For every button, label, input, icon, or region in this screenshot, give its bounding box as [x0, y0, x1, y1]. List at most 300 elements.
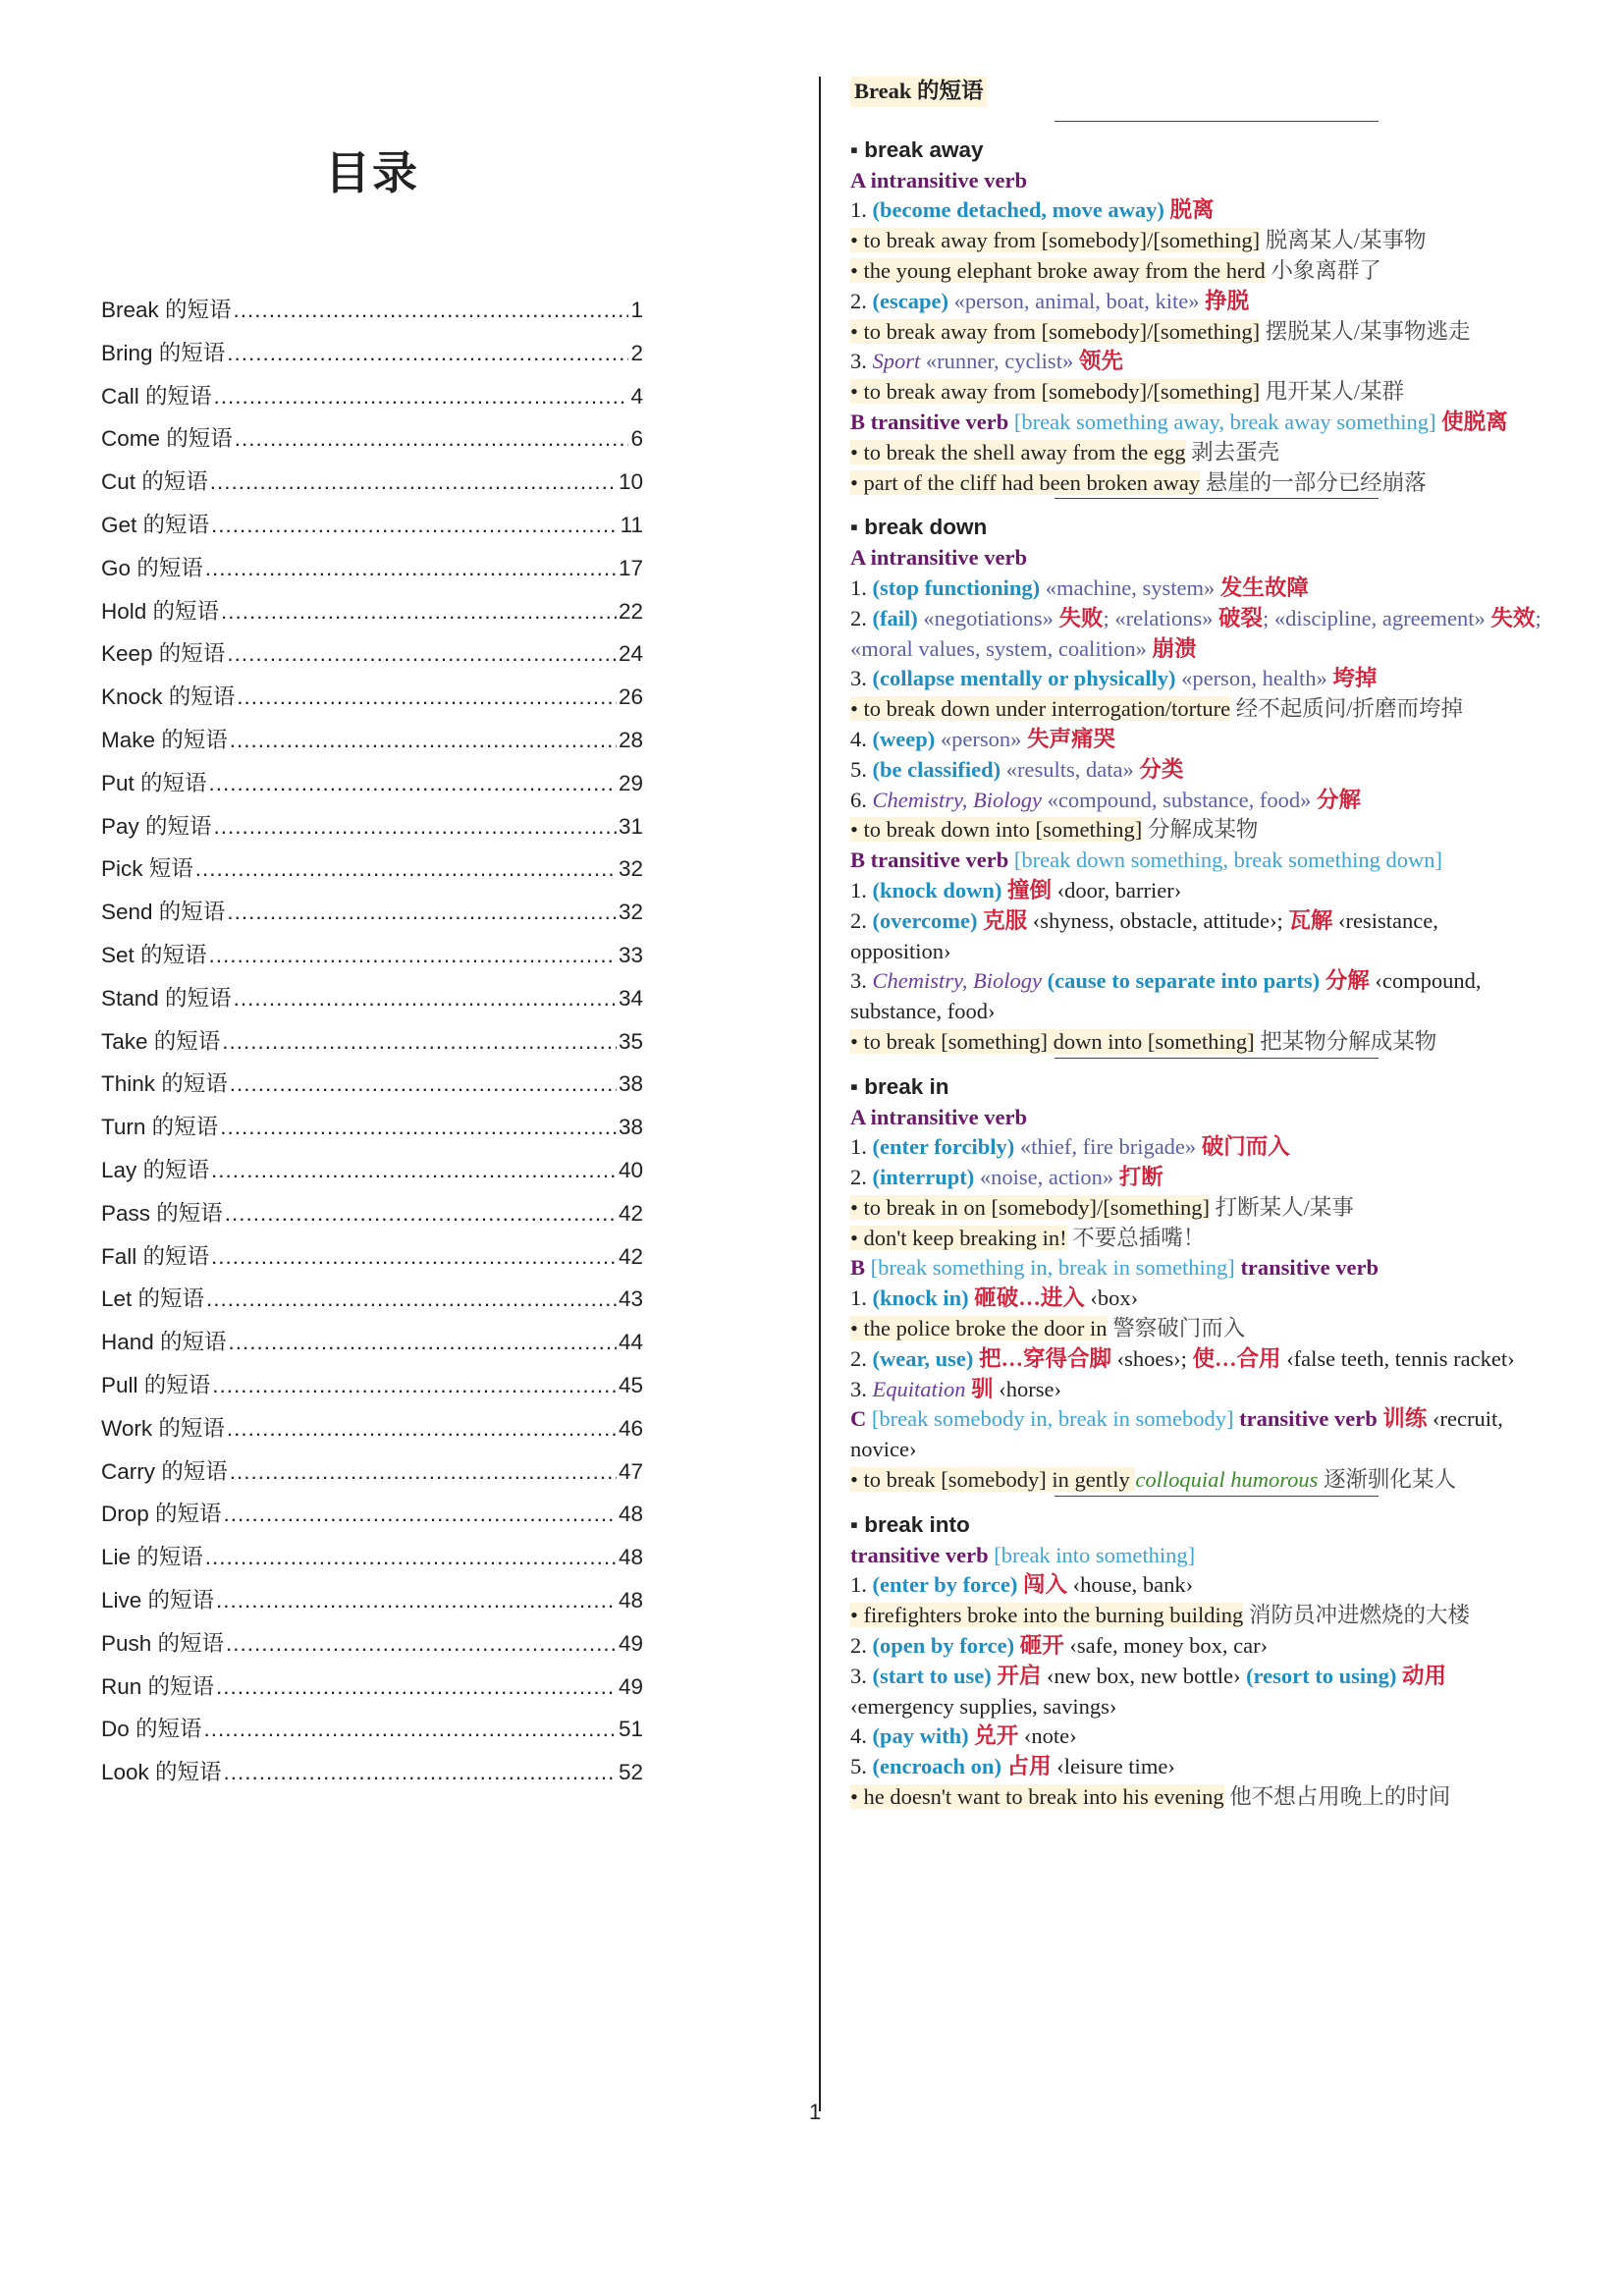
toc-item-label: Make 的短语: [101, 727, 228, 752]
translation: 分解: [1311, 787, 1361, 812]
section-rule: [1055, 498, 1379, 499]
toc-item[interactable]: [101, 766, 643, 809]
domain-label: Equitation: [872, 1376, 966, 1401]
page-number: 1: [809, 2100, 822, 2124]
toc-item-label: Let 的短语: [101, 1286, 205, 1312]
entries: [850, 121, 1542, 1813]
gloss: (knock down): [872, 877, 1002, 902]
example: • the young elephant broke away from the herd: [850, 257, 1266, 283]
toc-leader-dots: [205, 1545, 617, 1570]
toc-item[interactable]: [101, 293, 643, 336]
entry-line: [850, 1465, 1542, 1496]
toc-item-page: 42: [618, 1243, 643, 1269]
toc-item-label: Fall 的短语: [101, 1243, 210, 1269]
translation: 垮掉: [1326, 666, 1378, 691]
translation: 兑开: [968, 1723, 1019, 1749]
phrase-section: [850, 136, 1542, 499]
toc-leader-dots: [227, 341, 628, 366]
entry-line: [850, 815, 1542, 846]
toc-item-page: 51: [618, 1717, 643, 1742]
collocates: ‹leisure time›: [1051, 1754, 1175, 1779]
toc-item-page: 4: [630, 383, 643, 409]
example-translation: 经不起质问/折磨而垮掉: [1230, 696, 1464, 722]
example: • to break [something] down into [something]: [850, 1028, 1255, 1054]
entry-line: [850, 195, 1542, 226]
toc-leader-dots: [225, 1201, 617, 1227]
construction-pattern: [break down something, break something down]: [1008, 847, 1443, 873]
toc-leader-dots: [237, 684, 617, 710]
toc-item-label: Run 的短语: [101, 1673, 215, 1699]
sense-number: 1.: [850, 1285, 873, 1311]
toc-item[interactable]: [101, 851, 643, 895]
collocates: ‹resistance, opposition›: [850, 907, 1438, 963]
context-note: ; «relations»: [1103, 605, 1214, 630]
toc-item-label: Break 的短语: [101, 298, 232, 322]
context-note: «runner, cyclist»: [920, 349, 1074, 374]
context-note: «thief, fire brigade»: [1014, 1134, 1197, 1160]
toc-item[interactable]: [101, 895, 643, 938]
construction-pattern: [break into something]: [988, 1542, 1196, 1567]
toc-leader-dots: [214, 384, 629, 410]
toc-item[interactable]: [101, 1325, 643, 1368]
toc-item[interactable]: [101, 1583, 643, 1626]
translation: 砸破…进入: [968, 1285, 1085, 1311]
entry-line: [850, 725, 1542, 755]
example: • he doesn't want to break into his evening: [850, 1784, 1224, 1810]
dictionary-column: [850, 77, 1542, 1813]
gloss: (interrupt): [872, 1165, 975, 1190]
context-note: «compound, substance, food»: [1042, 787, 1312, 812]
context-note: ; «moral values, system, coalition»: [850, 605, 1542, 661]
toc-item-label: Pull 的短语: [101, 1372, 211, 1397]
gloss: (escape): [872, 288, 948, 313]
sense-number: 2.: [850, 605, 873, 630]
entry-line: [850, 876, 1542, 906]
context-note: «negotiations»: [917, 605, 1054, 630]
translation: 克服: [977, 907, 1028, 933]
entry-line: [850, 166, 1542, 196]
toc-item-label: Stand 的短语: [101, 985, 232, 1011]
section-rule: [1055, 1058, 1379, 1059]
example-translation: 消防员冲进燃烧的大楼: [1243, 1603, 1470, 1628]
toc-item[interactable]: [101, 1153, 643, 1196]
example-translation: 他不想占用晚上的时间: [1223, 1784, 1451, 1810]
toc-item[interactable]: [101, 1755, 643, 1798]
context-note: «results, data»: [1001, 756, 1134, 782]
entry-line: [850, 1284, 1542, 1314]
collocates: ‹horse›: [993, 1376, 1061, 1401]
section-header: [850, 77, 1542, 121]
toc-item-label: Pay 的短语: [101, 813, 212, 839]
toc-item-label: Turn 的短语: [101, 1115, 219, 1140]
translation: 训练: [1377, 1406, 1428, 1432]
toc-item-page: 34: [618, 985, 643, 1011]
entry-line: [850, 1375, 1542, 1405]
entry-line: [850, 664, 1542, 694]
toc-item-label: Drop 的短语: [101, 1502, 222, 1527]
entry-line: [850, 604, 1542, 665]
toc-item[interactable]: [101, 1368, 643, 1411]
translation: 分解: [1320, 968, 1370, 994]
toc-item-label: Live 的短语: [101, 1587, 215, 1613]
toc-leader-dots: [211, 1244, 617, 1270]
toc-item[interactable]: [101, 636, 643, 680]
example: • to break down into [something]: [850, 817, 1143, 843]
context-note: «machine, system»: [1040, 574, 1216, 600]
gloss: (collapse mentally or physically): [872, 666, 1176, 691]
toc-item-page: 48: [618, 1545, 643, 1570]
construction-pattern: [break something in, break in something]: [870, 1255, 1235, 1281]
toc-leader-dots: [206, 1286, 617, 1312]
translation: 崩溃: [1146, 635, 1197, 661]
collocates: ‹box›: [1084, 1285, 1139, 1311]
phrase-section: [850, 1072, 1542, 1496]
toc-leader-dots: [222, 1029, 617, 1055]
part-of-speech: B: [850, 847, 871, 873]
example: • to break away from [somebody]/[something]: [850, 379, 1261, 405]
phrase-section: [850, 1510, 1542, 1813]
toc-leader-dots: [220, 1115, 617, 1140]
toc-item[interactable]: [101, 594, 643, 637]
toc-item[interactable]: [101, 1497, 643, 1540]
gloss: (stop functioning): [872, 574, 1041, 600]
part-of-speech: A: [850, 1104, 871, 1129]
entry-line: [850, 1662, 1542, 1722]
toc-item-label: Call 的短语: [101, 383, 212, 409]
entry-line: [850, 966, 1542, 1027]
phrase-heading: [850, 1072, 1542, 1103]
part-of-speech: B: [850, 409, 871, 434]
gloss: (fail): [872, 605, 918, 630]
entry-line: [850, 786, 1542, 816]
gloss: (overcome): [872, 907, 978, 933]
sense-number: 2.: [850, 1345, 873, 1371]
gloss: (enter by force): [872, 1572, 1018, 1598]
collocates: ‹note›: [1018, 1723, 1077, 1749]
construction-pattern: [break something away, break away something]: [1008, 409, 1436, 434]
entry-line: [850, 1193, 1542, 1224]
entry-line: [850, 438, 1542, 468]
toc-leader-dots: [195, 856, 617, 882]
toc-item-label: Come 的短语: [101, 426, 233, 452]
toc-item[interactable]: [101, 1712, 643, 1755]
sense-number: 1.: [850, 877, 873, 902]
toc-item-label: Look 的短语: [101, 1760, 222, 1785]
toc-item-label: Put 的短语: [101, 770, 207, 795]
phrase-title: ▪ break into: [850, 1511, 970, 1537]
toc-item-page: 22: [618, 598, 643, 624]
phrase-heading: [850, 513, 1542, 543]
entry-line: [850, 1752, 1542, 1782]
example-translation: 剥去蛋壳: [1185, 439, 1280, 465]
toc-leader-dots: [211, 513, 619, 538]
toc-item[interactable]: [101, 465, 643, 508]
toc-leader-dots: [209, 943, 617, 968]
toc-item-page: 42: [618, 1200, 643, 1226]
toc-item[interactable]: [101, 938, 643, 981]
toc-leader-dots: [216, 1674, 617, 1700]
example: • the police broke the door in: [850, 1316, 1108, 1341]
gloss: (wear, use): [872, 1345, 974, 1371]
translation: 挣脱: [1199, 288, 1250, 313]
entry-line: [850, 1027, 1542, 1058]
sense-number: 1.: [850, 1134, 873, 1160]
example: • to break down under interrogation/torture: [850, 696, 1231, 722]
translation: 打断: [1113, 1165, 1163, 1190]
collocates: ‹emergency supplies, savings›: [850, 1693, 1117, 1719]
column-divider: [819, 77, 821, 2111]
sense-number: 3.: [850, 968, 873, 994]
entry-line: [850, 377, 1542, 408]
example: • to break the shell away from the egg: [850, 439, 1186, 465]
toc-leader-dots: [216, 1588, 617, 1613]
entry-line: [850, 1314, 1542, 1344]
translation: 占用: [1001, 1754, 1052, 1779]
translation: 破门而入: [1196, 1134, 1290, 1160]
part-of-speech: intransitive verb: [870, 545, 1027, 571]
sense-number: 1.: [850, 197, 873, 223]
toc-item-page: 45: [618, 1372, 643, 1397]
sense-number: 3.: [850, 1663, 873, 1688]
sense-number: 6.: [850, 787, 873, 812]
toc-leader-dots: [224, 1760, 617, 1785]
toc-leader-dots: [234, 298, 629, 323]
entry-line: [850, 256, 1542, 287]
part-of-speech: A: [850, 545, 871, 571]
toc-item-label: Hold 的短语: [101, 598, 220, 624]
toc-item[interactable]: [101, 1454, 643, 1498]
sense-number: 2.: [850, 288, 873, 313]
gloss: (start to use): [872, 1663, 992, 1688]
toc-item-page: 40: [618, 1157, 643, 1182]
toc-item-page: 28: [618, 727, 643, 752]
part-of-speech: transitive verb: [870, 847, 1009, 873]
example-translation: 不要总插嘴！: [1066, 1225, 1206, 1250]
gloss: (be classified): [872, 756, 1001, 782]
toc-item-label: Pass 的短语: [101, 1200, 223, 1226]
domain-label: Chemistry, Biology: [872, 787, 1042, 812]
toc-item-label: Send 的短语: [101, 900, 226, 925]
part-of-speech: A: [850, 167, 871, 192]
part-of-speech: transitive verb: [870, 409, 1009, 434]
example-translation: 打断某人/某事: [1209, 1194, 1354, 1220]
entry-header: Break 的短语: [850, 77, 987, 107]
sense-number: 5.: [850, 756, 873, 782]
toc-item[interactable]: [101, 336, 643, 379]
entry-line: [850, 1631, 1542, 1662]
translation: 把…穿得合脚: [973, 1345, 1112, 1371]
toc-leader-dots: [227, 900, 617, 925]
toc-item[interactable]: [101, 1540, 643, 1583]
gloss: (resort to using): [1240, 1663, 1397, 1688]
toc-leader-dots: [229, 1330, 617, 1355]
sense-number: 2.: [850, 907, 873, 933]
toc-item-page: 10: [618, 469, 643, 495]
phrase-title: ▪ break away: [850, 137, 984, 162]
toc-item-label: Keep 的短语: [101, 641, 226, 667]
toc-item-label: Knock 的短语: [101, 684, 236, 710]
translation: 破裂: [1213, 605, 1263, 630]
part-of-speech: transitive verb: [1234, 1255, 1380, 1281]
toc-item[interactable]: [101, 1024, 643, 1067]
toc-item-page: 46: [618, 1415, 643, 1441]
toc-item-page: 52: [618, 1760, 643, 1785]
toc-leader-dots: [214, 814, 617, 840]
collocates: ‹new box, new bottle›: [1041, 1663, 1241, 1688]
part-of-speech: intransitive verb: [870, 167, 1027, 192]
collocates: ‹door, barrier›: [1052, 877, 1182, 902]
context-note: «noise, action»: [974, 1165, 1114, 1190]
toc-item[interactable]: [101, 809, 643, 852]
translation: 失声痛哭: [1021, 726, 1115, 751]
toc-item-page: 32: [618, 856, 643, 882]
toc-item-page: 26: [618, 684, 643, 710]
context-note: «person»: [935, 726, 1022, 751]
toc-item-label: Lie 的短语: [101, 1545, 203, 1570]
gloss: (become detached, move away): [872, 197, 1164, 223]
toc-item[interactable]: [101, 551, 643, 594]
toc-leader-dots: [210, 469, 617, 495]
toc-item[interactable]: [101, 680, 643, 723]
toc-item-page: 31: [618, 813, 643, 839]
toc-item-label: Get 的短语: [101, 512, 210, 537]
toc-item-label: Set 的短语: [101, 942, 207, 967]
toc-item[interactable]: [101, 723, 643, 766]
part-of-speech: B: [850, 1255, 871, 1281]
part-of-speech: transitive verb: [1233, 1406, 1378, 1432]
toc-item[interactable]: [101, 1066, 643, 1110]
table-of-contents: [101, 137, 643, 1798]
toc-item-page: 1: [630, 298, 643, 322]
toc-item-page: 47: [618, 1458, 643, 1484]
collocates: ‹shoes›;: [1111, 1345, 1187, 1371]
sense-number: 3.: [850, 666, 873, 691]
gloss: (weep): [872, 726, 936, 751]
toc-item[interactable]: [101, 1196, 643, 1239]
sense-number: 3.: [850, 1376, 873, 1401]
toc-item[interactable]: [101, 1669, 643, 1713]
example-translation: 逐渐驯化某人: [1318, 1467, 1457, 1493]
entry-line: [850, 287, 1542, 317]
toc-item[interactable]: [101, 508, 643, 551]
section-rule: [1055, 1496, 1379, 1497]
header-rule: [1055, 121, 1379, 122]
toc-item-label: Go 的短语: [101, 555, 203, 580]
toc-leader-dots: [230, 1071, 617, 1097]
context-note: ; «discipline, agreement»: [1262, 605, 1486, 630]
toc-item-page: 2: [630, 340, 643, 365]
sense-number: 2.: [850, 1633, 873, 1659]
example-translation: 摆脱某人/某事物逃走: [1260, 318, 1471, 344]
toc-item-label: Cut 的短语: [101, 469, 208, 495]
entry-line: [850, 347, 1542, 377]
entry-line: [850, 1344, 1542, 1375]
toc-item-page: 32: [618, 900, 643, 925]
translation: 脱离: [1163, 197, 1215, 223]
entry-line: [850, 1570, 1542, 1601]
toc-item-page: 29: [618, 770, 643, 795]
gloss: (encroach on): [872, 1754, 1001, 1779]
toc-item-label: Lay 的短语: [101, 1157, 210, 1182]
sense-number: 1.: [850, 574, 873, 600]
domain-label: Chemistry, Biology: [872, 968, 1042, 994]
phrase-heading: [850, 136, 1542, 166]
sense-number: 4.: [850, 726, 873, 751]
example-translation: 悬崖的一部分已经崩落: [1200, 469, 1427, 495]
toc-item-page: 49: [618, 1630, 643, 1656]
entry-line: [850, 906, 1542, 967]
translation: 分类: [1133, 756, 1184, 782]
entry-line: [850, 1224, 1542, 1254]
collocates: ‹recruit, novice›: [850, 1406, 1503, 1462]
translation: 领先: [1073, 349, 1123, 374]
toc-item-page: 38: [618, 1115, 643, 1140]
example-translation: 甩开某人/某群: [1260, 379, 1405, 405]
toc-leader-dots: [227, 1416, 617, 1442]
toc-item[interactable]: [101, 1239, 643, 1283]
toc-item[interactable]: [101, 1411, 643, 1454]
toc-item-page: 38: [618, 1071, 643, 1097]
sense-number: 1.: [850, 1572, 873, 1598]
entry-line: [850, 1782, 1542, 1813]
toc-item[interactable]: [101, 379, 643, 422]
part-of-speech: intransitive verb: [870, 1104, 1027, 1129]
example: • part of the cliff had been broken away: [850, 469, 1201, 495]
toc-leader-dots: [227, 641, 617, 667]
collocates: ‹house, bank›: [1067, 1572, 1194, 1598]
sense-number: 4.: [850, 1723, 873, 1749]
translation: 使…合用: [1186, 1345, 1281, 1371]
toc-leader-dots: [205, 556, 617, 581]
entry-line: [850, 694, 1542, 725]
example: • to break away from [somebody]/[something]: [850, 318, 1261, 344]
entry-line: [850, 574, 1542, 604]
example-translation: 把某物分解成某物: [1254, 1028, 1437, 1054]
toc-item-page: 6: [630, 426, 643, 452]
entry-line: [850, 1404, 1542, 1465]
toc-item-page: 44: [618, 1330, 643, 1355]
example: • to break [somebody] in gently: [850, 1467, 1136, 1493]
toc-item[interactable]: [101, 421, 643, 465]
example: • to break away from [somebody]/[something]: [850, 228, 1261, 253]
entry-line: [850, 1541, 1542, 1571]
toc-leader-dots: [230, 1459, 617, 1485]
toc-item-label: Work 的短语: [101, 1415, 225, 1441]
toc-item[interactable]: [101, 1282, 643, 1325]
toc-item-page: 24: [618, 641, 643, 667]
example: • don't keep breaking in!: [850, 1225, 1067, 1250]
context-note: «person, animal, boat, kite»: [947, 288, 1200, 313]
translation: 砸开: [1014, 1633, 1064, 1659]
part-of-speech: transitive verb: [850, 1542, 989, 1567]
translation: 失效: [1485, 605, 1536, 630]
toc-leader-dots: [211, 1158, 617, 1183]
toc-item[interactable]: [101, 1626, 643, 1669]
collocates: ‹safe, money box, car›: [1063, 1633, 1269, 1659]
translation: 使脱离: [1435, 409, 1508, 434]
toc-leader-dots: [226, 1631, 617, 1657]
toc-item[interactable]: [101, 1110, 643, 1153]
toc-leader-dots: [209, 771, 617, 796]
collocates: ‹false teeth, tennis racket›: [1280, 1345, 1515, 1371]
toc-item-page: 48: [618, 1502, 643, 1527]
toc-item-page: 11: [620, 512, 643, 537]
translation: 开启: [991, 1663, 1042, 1688]
toc-leader-dots: [224, 1502, 617, 1527]
toc-item[interactable]: [101, 981, 643, 1024]
translation: 失败: [1053, 605, 1104, 630]
example-translation: 警察破门而入: [1107, 1316, 1246, 1341]
